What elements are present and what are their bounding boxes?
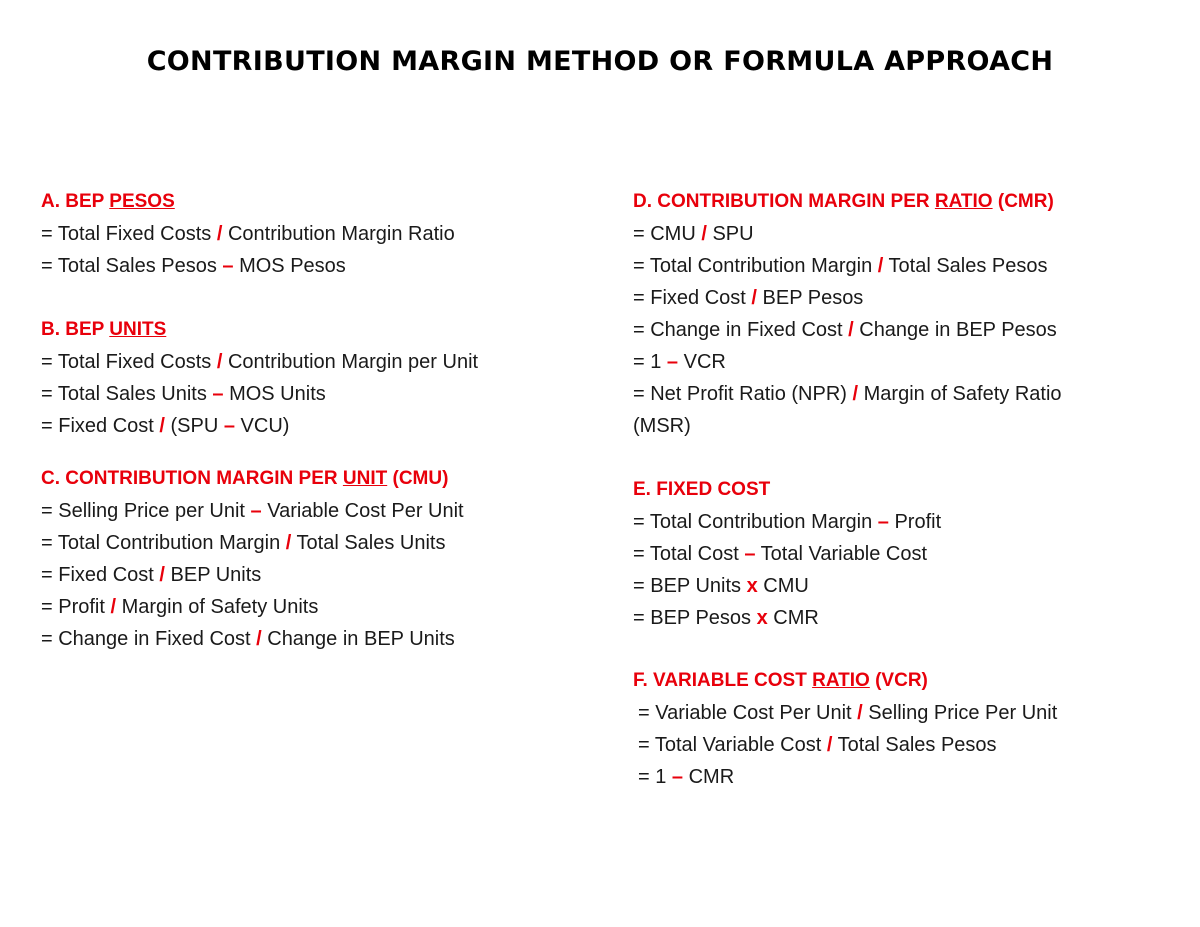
operator: – bbox=[223, 415, 235, 437]
formula-line bbox=[633, 570, 1153, 602]
formula-right: BEP Pesos bbox=[756, 287, 864, 309]
title-prefix: B. BEP bbox=[41, 319, 110, 340]
operator: / bbox=[848, 319, 854, 341]
title-underlined: UNITS bbox=[109, 319, 167, 340]
operator: / bbox=[751, 287, 757, 309]
title-prefix: E. FIXED COST bbox=[633, 479, 771, 500]
formula-left: = Total Variable Cost bbox=[638, 734, 827, 756]
formula-right: MOS Units bbox=[223, 383, 326, 405]
formula-line bbox=[41, 378, 601, 410]
formula-right: Contribution Margin Ratio bbox=[222, 223, 455, 245]
formula-left: = Change in Fixed Cost bbox=[633, 319, 849, 341]
formula-right: VCU) bbox=[234, 415, 290, 437]
formula-line bbox=[633, 282, 1153, 314]
section-fixed-cost bbox=[633, 474, 1153, 634]
formula-line bbox=[41, 250, 601, 282]
formula-line bbox=[633, 346, 1153, 378]
formula-line bbox=[633, 602, 1153, 634]
operator: x bbox=[756, 607, 768, 629]
formula-line bbox=[633, 729, 1153, 761]
formula-left: = Fixed Cost bbox=[41, 564, 160, 586]
title-suffix: (CMU) bbox=[387, 468, 449, 489]
section-title bbox=[633, 665, 1153, 697]
formula-right: Contribution Margin per Unit bbox=[222, 351, 479, 373]
title-suffix: (VCR) bbox=[869, 670, 928, 691]
title-underlined: RATIO bbox=[934, 191, 993, 212]
operator: – bbox=[744, 543, 756, 565]
formula-left: = Total Contribution Margin bbox=[633, 511, 878, 533]
operator: – bbox=[666, 351, 679, 373]
formula-mid: (SPU bbox=[164, 415, 224, 437]
title-underlined: PESOS bbox=[109, 191, 175, 212]
formula-line bbox=[633, 506, 1153, 538]
operator: / bbox=[159, 415, 165, 437]
formula-right: BEP Units bbox=[164, 564, 262, 586]
formula-right: Margin of Safety Units bbox=[116, 596, 319, 618]
formula-right: MOS Pesos bbox=[233, 255, 346, 277]
section-vcr bbox=[633, 665, 1153, 793]
formula-left: = Net Profit Ratio (NPR) bbox=[633, 383, 853, 405]
operator: / bbox=[852, 383, 859, 405]
formula-right: SPU bbox=[706, 223, 754, 245]
formula-left: = 1 bbox=[633, 351, 667, 373]
operator: – bbox=[877, 511, 889, 533]
formula-left: = BEP Pesos bbox=[633, 607, 757, 629]
formula-right: Selling Price Per Unit bbox=[862, 702, 1058, 724]
operator: / bbox=[826, 734, 833, 756]
operator: / bbox=[216, 223, 223, 245]
formula-left: = Fixed Cost bbox=[41, 415, 160, 437]
formula-right: Profit bbox=[888, 511, 942, 533]
operator: – bbox=[671, 766, 684, 788]
formula-left: = Profit bbox=[41, 596, 111, 618]
title-underlined: UNIT bbox=[342, 468, 388, 489]
operator: / bbox=[701, 223, 707, 245]
section-title bbox=[41, 186, 601, 218]
formula-line bbox=[633, 378, 1113, 442]
formula-left: = Total Fixed Costs bbox=[41, 351, 217, 373]
section-bep-units bbox=[41, 314, 601, 442]
formula-left: = CMU bbox=[633, 223, 702, 245]
section-cmr bbox=[633, 186, 1153, 442]
operator: / bbox=[216, 351, 223, 373]
formula-right: Total Variable Cost bbox=[755, 543, 928, 565]
formula-right: VCR bbox=[678, 351, 726, 373]
formula-line bbox=[41, 559, 601, 591]
formula-line bbox=[41, 218, 601, 250]
formula-line bbox=[41, 495, 601, 527]
formula-left: = Total Sales Pesos bbox=[41, 255, 223, 277]
formula-left: = Variable Cost Per Unit bbox=[638, 702, 858, 724]
formula-line bbox=[633, 697, 1153, 729]
formula-right: CMR bbox=[767, 607, 819, 629]
operator: – bbox=[212, 383, 224, 405]
left-column bbox=[41, 186, 601, 655]
formula-left: = 1 bbox=[638, 766, 672, 788]
formula-line bbox=[41, 591, 601, 623]
formula-left: = Total Contribution Margin bbox=[41, 532, 286, 554]
operator: x bbox=[746, 575, 758, 597]
formula-line bbox=[41, 623, 601, 655]
formula-line bbox=[41, 346, 601, 378]
formula-line bbox=[41, 527, 601, 559]
operator: / bbox=[256, 628, 262, 650]
formula-right: Total Sales Units bbox=[291, 532, 446, 554]
right-column bbox=[633, 186, 1153, 793]
formula-left: = BEP Units bbox=[633, 575, 747, 597]
page-title: CONTRIBUTION MARGIN METHOD OR FORMULA APPROACH bbox=[146, 46, 1054, 77]
operator: – bbox=[222, 255, 234, 277]
formula-left: = Fixed Cost bbox=[633, 287, 752, 309]
operator: / bbox=[877, 255, 884, 277]
formula-left: = Change in Fixed Cost bbox=[41, 628, 257, 650]
formula-right: CMR bbox=[683, 766, 735, 788]
formula-right: Change in BEP Pesos bbox=[853, 319, 1057, 341]
operator: / bbox=[857, 702, 863, 724]
formula-right: Total Sales Pesos bbox=[832, 734, 997, 756]
title-suffix: (CMR) bbox=[992, 191, 1054, 212]
formula-left: = Total Contribution Margin bbox=[633, 255, 878, 277]
formula-left: = Total Sales Units bbox=[41, 383, 213, 405]
section-title bbox=[633, 186, 1153, 218]
formula-line bbox=[633, 761, 1153, 793]
formula-line bbox=[633, 250, 1153, 282]
formula-left: = Total Fixed Costs bbox=[41, 223, 217, 245]
formula-right: Margin of Safety Ratio (MSR) bbox=[633, 383, 1062, 437]
operator: / bbox=[110, 596, 117, 618]
formula-right: CMU bbox=[757, 575, 809, 597]
operator: – bbox=[250, 500, 262, 522]
title-prefix: D. CONTRIBUTION MARGIN PER bbox=[633, 191, 935, 212]
formula-right: Change in BEP Units bbox=[261, 628, 455, 650]
formula-line bbox=[41, 410, 601, 442]
formula-left: = Total Cost bbox=[633, 543, 745, 565]
title-prefix: C. CONTRIBUTION MARGIN PER bbox=[41, 468, 343, 489]
operator: / bbox=[285, 532, 292, 554]
section-title bbox=[633, 474, 1153, 506]
title-prefix: A. BEP bbox=[41, 191, 110, 212]
section-cmu bbox=[41, 463, 601, 655]
formula-right: Total Sales Pesos bbox=[883, 255, 1048, 277]
formula-left: = Selling Price per Unit bbox=[41, 500, 251, 522]
operator: / bbox=[159, 564, 165, 586]
formula-right: Variable Cost Per Unit bbox=[261, 500, 464, 522]
formula-line bbox=[633, 218, 1153, 250]
formula-line bbox=[633, 314, 1153, 346]
section-title bbox=[41, 314, 601, 346]
section-title bbox=[41, 463, 601, 495]
title-underlined: RATIO bbox=[812, 670, 870, 691]
formula-line bbox=[633, 538, 1153, 570]
section-bep-pesos bbox=[41, 186, 601, 282]
title-prefix: F. VARIABLE COST bbox=[633, 670, 813, 691]
